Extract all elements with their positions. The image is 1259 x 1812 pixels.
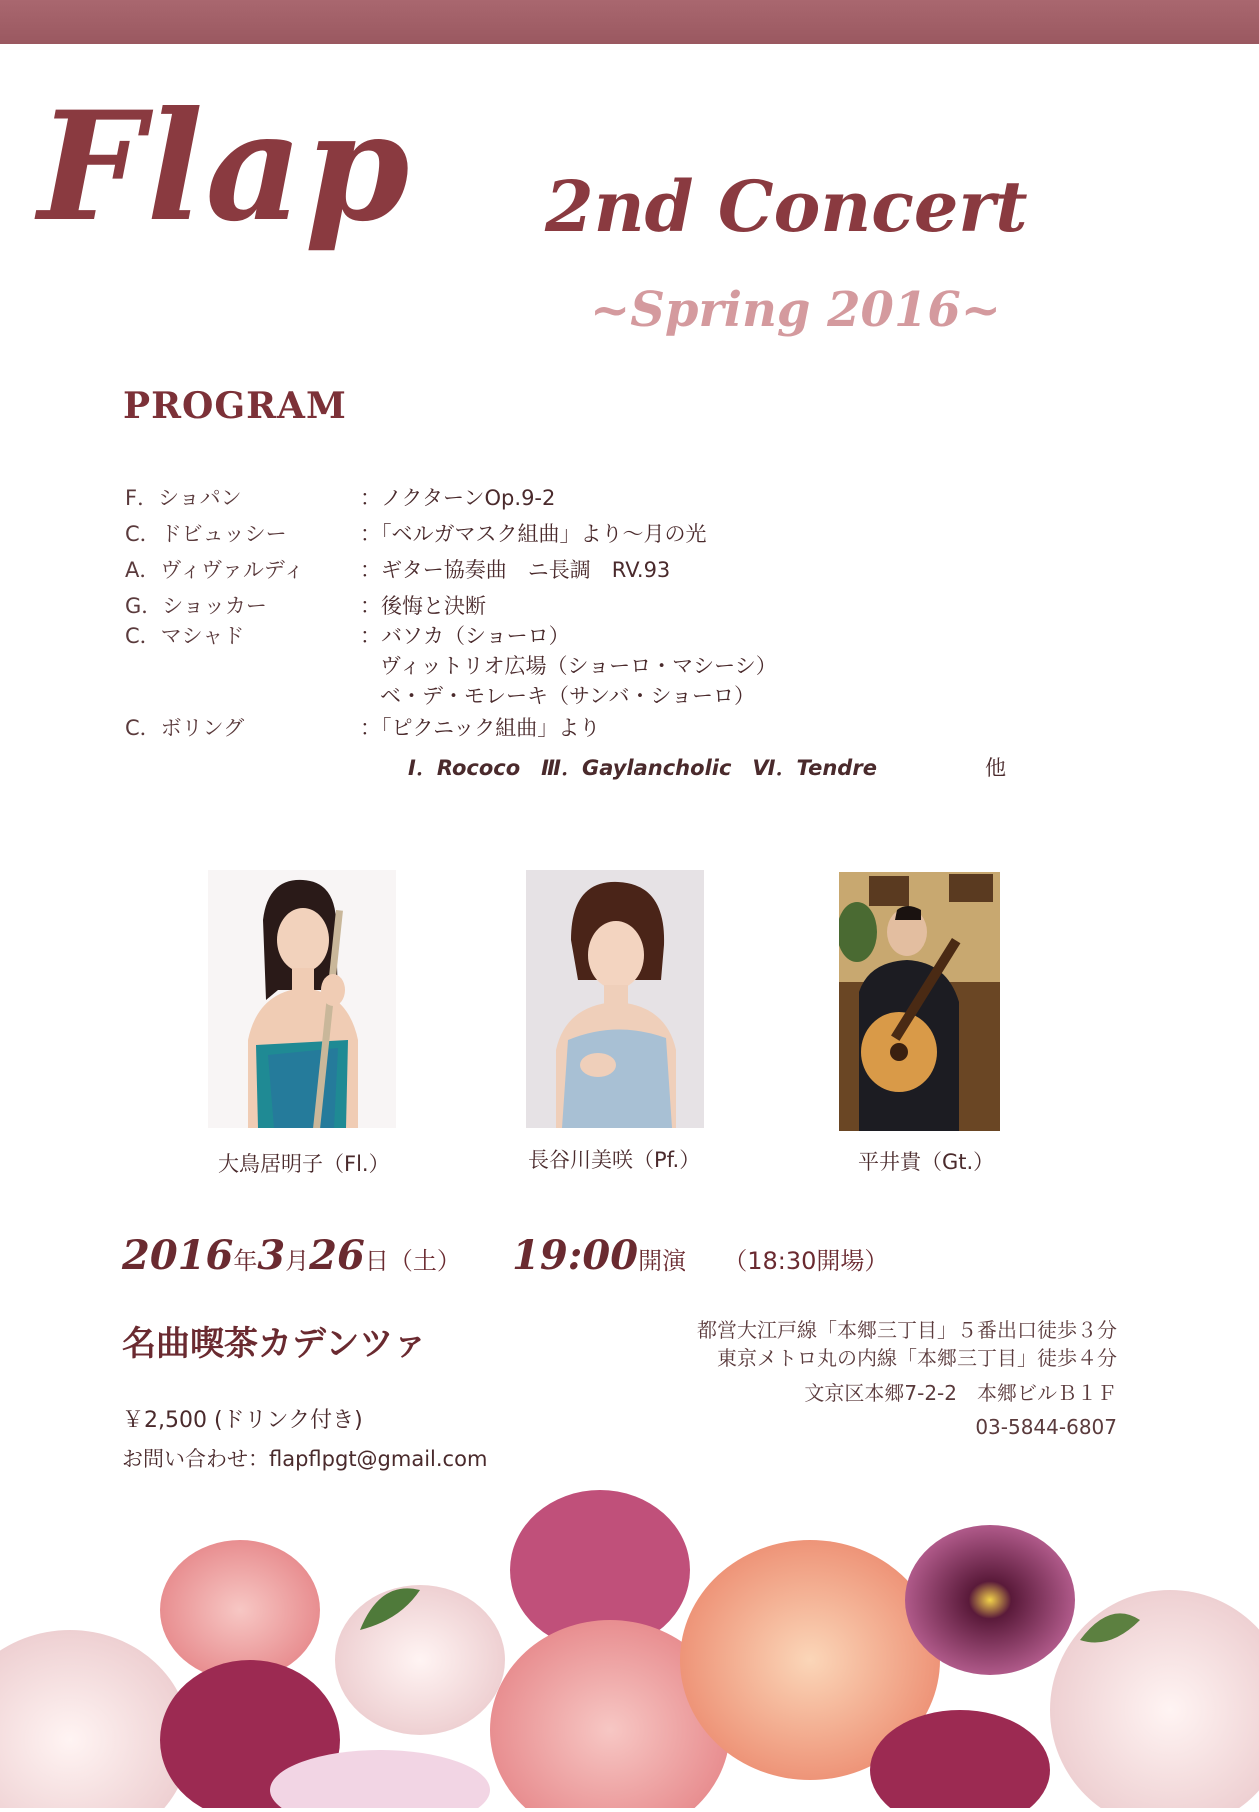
access-line: 東京メトロ丸の内線「本郷三丁目」徒歩４分 (717, 1346, 1117, 1370)
start-label: 開演 (638, 1247, 687, 1275)
contact-email[interactable]: お問い合わせ：flapflpgt@gmail.com (122, 1447, 488, 1471)
flutist-photo (208, 870, 396, 1128)
composer-name: C．マシャド (125, 624, 245, 648)
piece-title: ：後悔と決断 (360, 594, 486, 618)
day-suffix: 日 (364, 1247, 389, 1275)
start-time: 19:00 (512, 1232, 639, 1279)
season-label: ~Spring 2016~ (590, 282, 1001, 338)
piece-title: ヴィットリオ広場（ショーロ・マシーシ） (380, 654, 777, 678)
event-weekday: （土） (388, 1247, 461, 1275)
composer-name: C．ドビュッシー (125, 522, 287, 546)
year-suffix: 年 (233, 1247, 258, 1275)
doors-open: （18:30開場） (723, 1247, 889, 1275)
event-month: 3 (257, 1232, 286, 1279)
venue-phone: 03-5844-6807 (975, 1415, 1117, 1439)
performer-name: 大鳥居明子（Fl.） (218, 1152, 390, 1176)
access-line: 都営大江戸線「本郷三丁目」５番出口徒歩３分 (697, 1318, 1117, 1342)
piece-title: ：「ベルガマスク組曲」より〜月の光 (360, 522, 707, 546)
flowers-decoration (0, 1490, 1259, 1808)
venue-name: 名曲喫茶カデンツァ (122, 1324, 427, 1364)
piece-title: ベ・デ・モレーキ（サンバ・ショーロ） (380, 684, 756, 708)
piece-title: ：ギター協奏曲 ニ長調 RV.93 (360, 558, 671, 582)
event-year: 2016 (122, 1232, 234, 1279)
event-day: 26 (309, 1232, 365, 1279)
composer-name: G．ショッカー (125, 594, 267, 618)
performer-name: 長谷川美咲（Pf.） (528, 1148, 701, 1172)
concert-title: Flap (38, 79, 412, 255)
composer-name: C．ボリング (125, 716, 245, 740)
program-heading: PROGRAM (123, 385, 347, 427)
etc-label: 他 (985, 756, 1006, 780)
piece-title: ：バソカ（ショーロ） (360, 624, 570, 648)
guitarist-photo (839, 872, 1000, 1131)
composer-name: A．ヴィヴァルディ (125, 558, 305, 582)
composer-name: F．ショパン (125, 486, 242, 510)
performer-name: 平井貴（Gt.） (858, 1150, 995, 1174)
month-suffix: 月 (285, 1247, 310, 1275)
piece-title: ：ノクターンOp.9-2 (360, 486, 556, 510)
top-decorative-band (0, 0, 1259, 44)
pianist-photo (526, 870, 704, 1128)
movements-list: Ⅰ．Rococo Ⅲ．Gaylancholic Ⅵ．Tendre (408, 756, 877, 780)
ticket-price: ￥2,500 (ドリンク付き) (122, 1408, 363, 1433)
event-date-time (122, 1232, 888, 1279)
piece-title: ：「ピクニック組曲」より (360, 716, 601, 740)
concert-subtitle: 2nd Concert (545, 165, 1028, 248)
venue-address: 文京区本郷7-2-2 本郷ビルＢ１Ｆ (804, 1381, 1117, 1405)
